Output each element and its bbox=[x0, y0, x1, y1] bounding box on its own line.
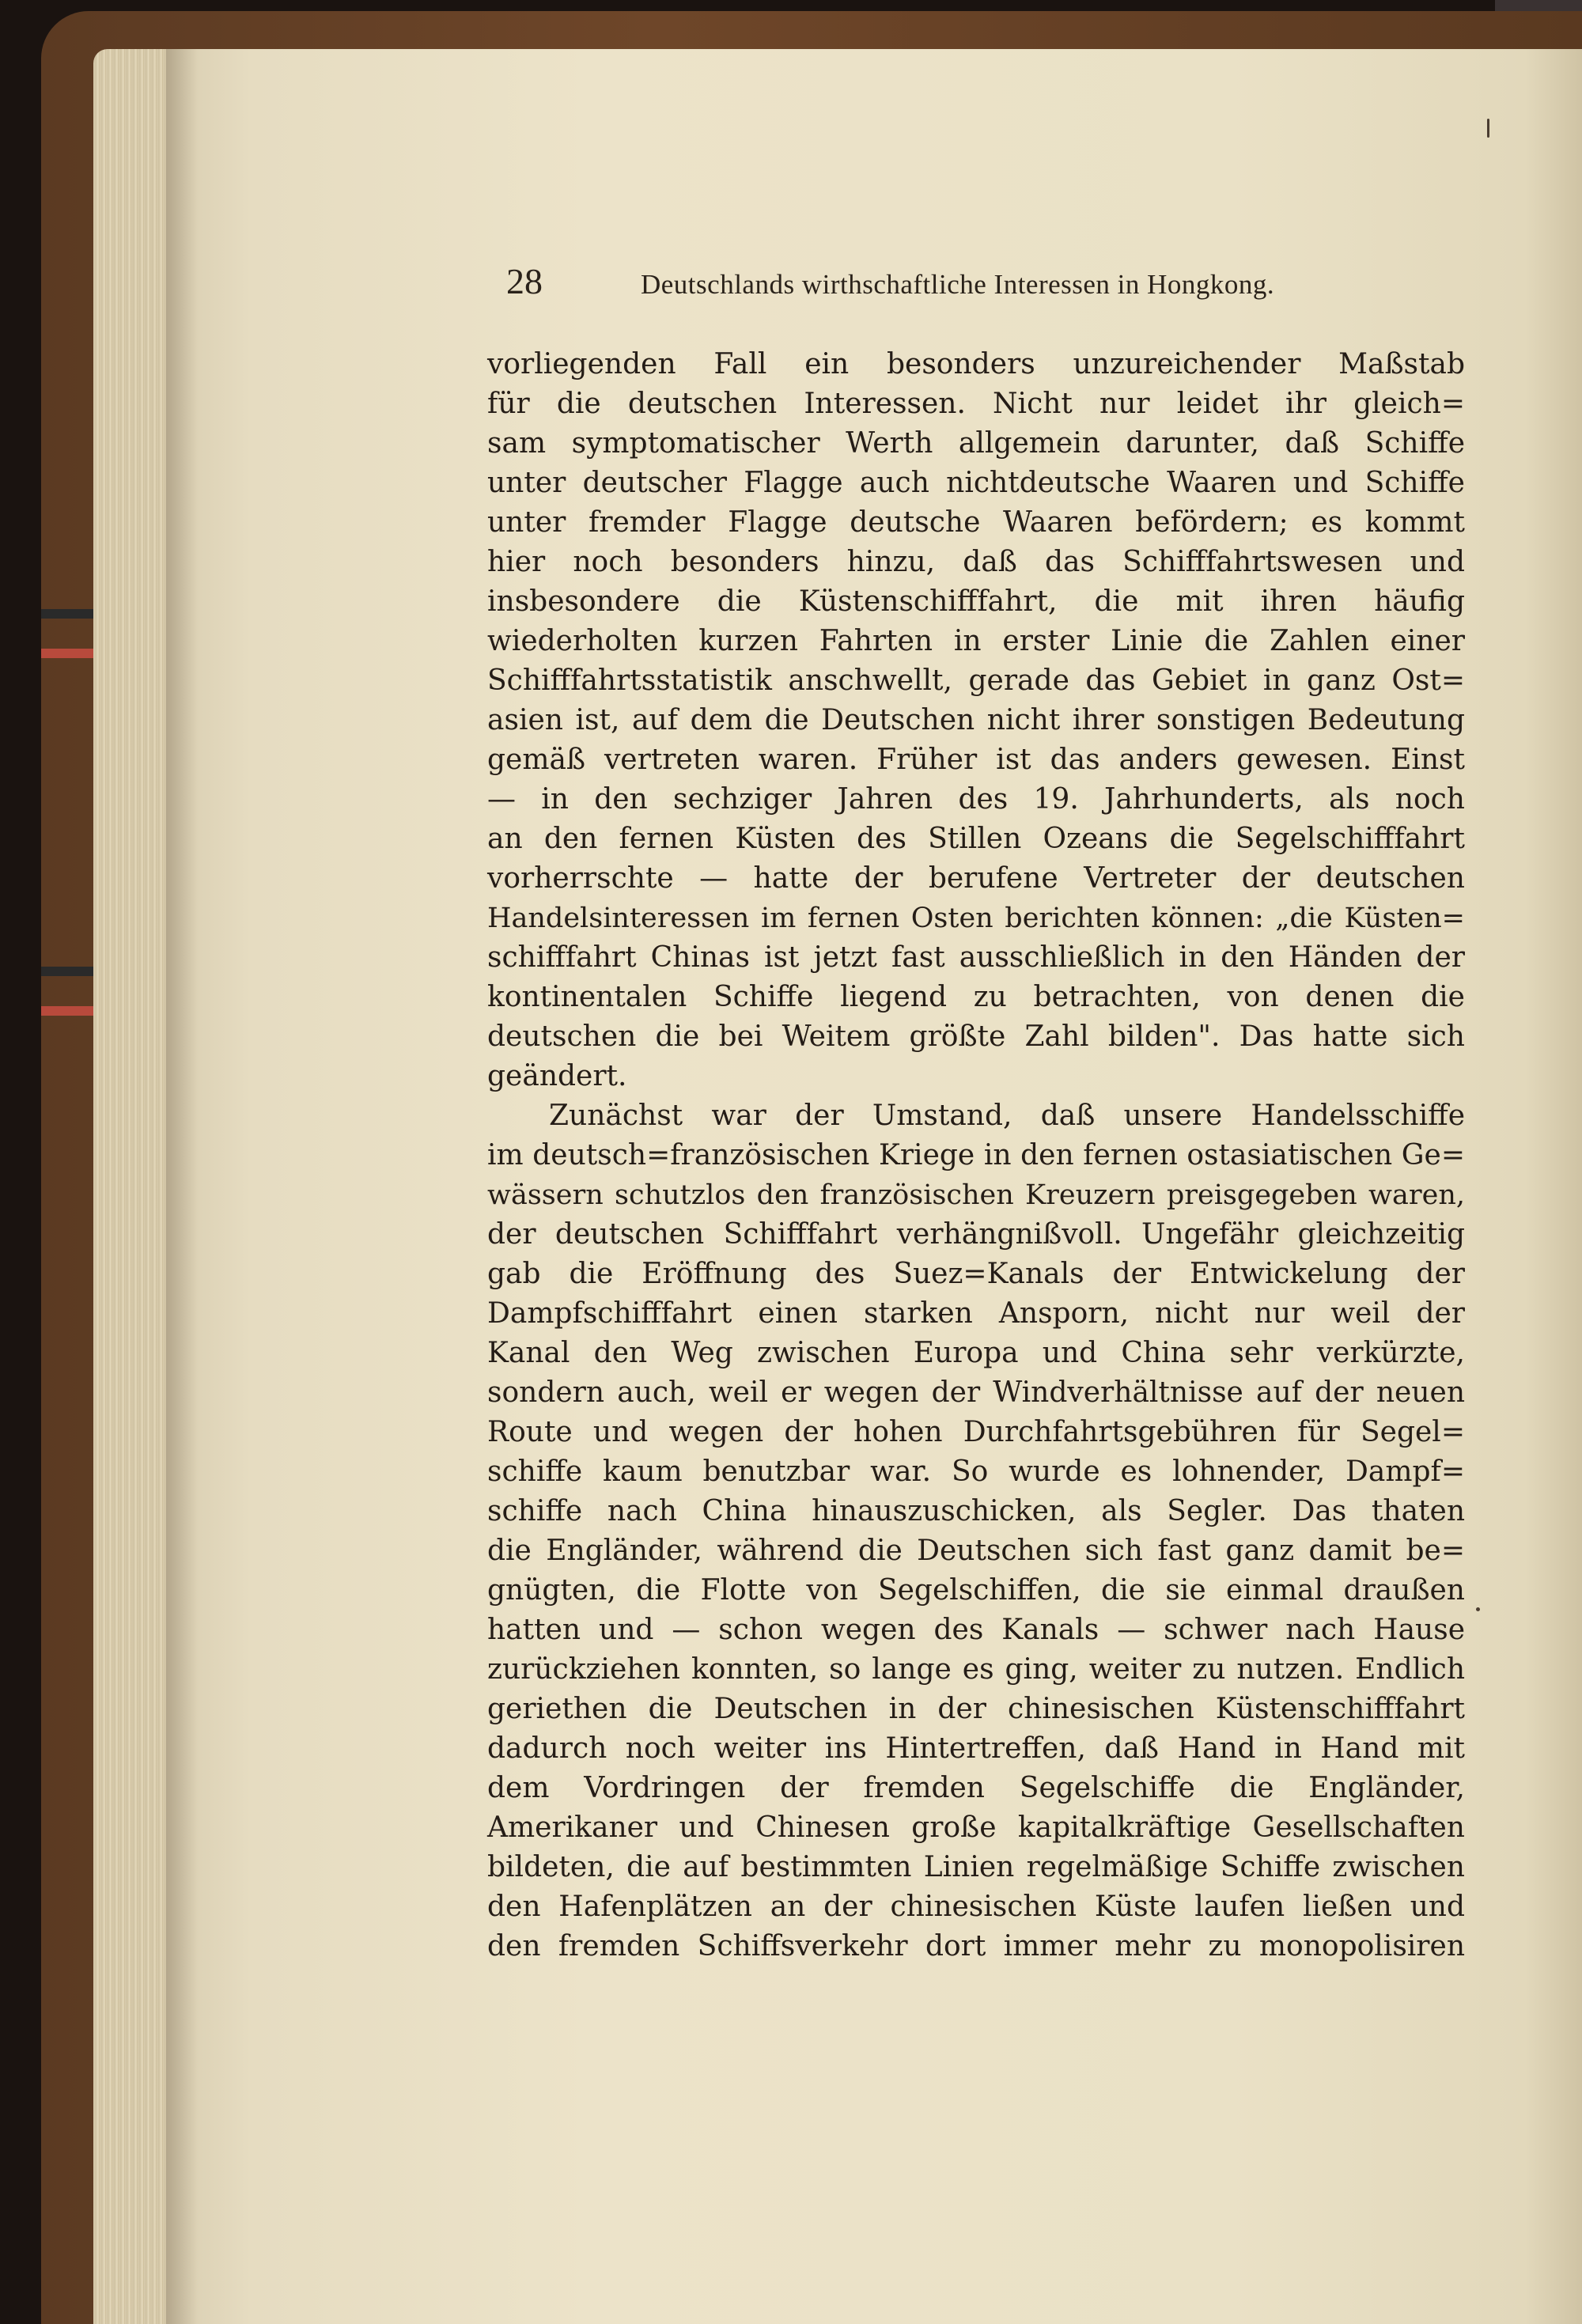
text-line: schifffahrt Chinas ist jetzt fast ausschließlich in den Händen der bbox=[487, 941, 1465, 974]
text-line: kontinentalen Schiffe liegend zu betrachten, von denen die bbox=[487, 981, 1465, 1013]
paper-mark bbox=[1487, 119, 1489, 138]
text-line: Zunächst war der Umstand, daß unsere Handelsschiffe bbox=[549, 1100, 1465, 1132]
text-line: Kanal den Weg zwischen Europa und China sehr verkürzte, bbox=[487, 1337, 1465, 1369]
text-line: vorliegenden Fall ein besonders unzureichender Maßstab bbox=[487, 348, 1465, 380]
text-line: den fremden Schiffsverkehr dort immer mehr zu monopolisiren bbox=[487, 1930, 1465, 1963]
text-line: im deutsch=französischen Kriege in den fernen ostasiatischen Ge= bbox=[487, 1139, 1465, 1171]
text-line: wiederholten kurzen Fahrten in erster Linie die Zahlen einer bbox=[487, 625, 1465, 657]
text-line: dadurch noch weiter ins Hintertreffen, daß Hand in Hand mit bbox=[487, 1732, 1465, 1765]
text-line: gnügten, die Flotte von Segelschiffen, die sie einmal draußen bbox=[487, 1574, 1465, 1607]
text-line: geriethen die Deutschen in der chinesischen Küstenschifffahrt bbox=[487, 1693, 1465, 1725]
text-line: Handelsinteressen im fernen Osten berichten können: „die Küsten= bbox=[487, 903, 1465, 934]
edge-marker-red bbox=[41, 649, 93, 658]
text-line: dem Vordringen der fremden Segelschiffe die Engländer, bbox=[487, 1772, 1465, 1804]
text-line: wässern schutzlos den französischen Kreuzern preisgegeben waren, bbox=[487, 1179, 1465, 1211]
text-line: der deutschen Schifffahrt verhängnißvoll. Ungefähr gleichzeitig bbox=[487, 1218, 1465, 1251]
text-line: hatten und — schon wegen des Kanals — schwer nach Hause bbox=[487, 1614, 1465, 1646]
text-line: gab die Eröffnung des Suez=Kanals der Entwickelung der bbox=[487, 1258, 1465, 1290]
text-line: den Hafenplätzen an der chinesischen Küste laufen ließen und bbox=[487, 1891, 1465, 1923]
text-line: sondern auch, weil er wegen der Windverhältnisse auf der neuen bbox=[487, 1376, 1465, 1409]
edge-marker-dark bbox=[41, 609, 93, 619]
body-text bbox=[487, 345, 1465, 1966]
text-line: — in den sechziger Jahren des 19. Jahrhunderts, als noch bbox=[487, 783, 1465, 816]
text-line: asien ist, auf dem die Deutschen nicht ihrer sonstigen Bedeutung bbox=[487, 704, 1465, 736]
paper-speck bbox=[1476, 1607, 1480, 1611]
text-line: Schifffahrtsstatistik anschwellt, gerade das Gebiet in ganz Ost= bbox=[487, 664, 1465, 697]
text-line: die Engländer, während die Deutschen sich fast ganz damit be= bbox=[487, 1535, 1465, 1567]
text-line: Route und wegen der hohen Durchfahrtsgebühren für Segel= bbox=[487, 1416, 1465, 1448]
text-line: deutschen die bei Weitem größte Zahl bilden". Das hatte sich bbox=[487, 1020, 1465, 1053]
text-line: sam symptomatischer Werth allgemein darunter, daß Schiffe bbox=[487, 427, 1465, 460]
text-line: unter fremder Flagge deutsche Waaren befördern; es kommt bbox=[487, 506, 1465, 539]
text-line: zurückziehen konnten, so lange es ging, weiter zu nutzen. Endlich bbox=[487, 1653, 1465, 1686]
text-line: insbesondere die Küstenschifffahrt, die mit ihren häufig bbox=[487, 585, 1465, 618]
edge-marker-red bbox=[41, 1006, 93, 1016]
text-line: unter deutscher Flagge auch nichtdeutsche Waaren und Schiffe bbox=[487, 467, 1465, 499]
text-line: bildeten, die auf bestimmten Linien regelmäßige Schiffe zwischen bbox=[487, 1851, 1465, 1883]
text-line: schiffe nach China hinauszuschicken, als Segler. Das thaten bbox=[487, 1495, 1465, 1527]
running-title: Deutschlands wirthschaftliche Interessen in Hongkong. bbox=[641, 269, 1275, 300]
text-line: für die deutschen Interessen. Nicht nur leidet ihr gleich= bbox=[487, 388, 1465, 420]
page-header bbox=[506, 259, 1345, 304]
gutter-shadow bbox=[166, 49, 198, 2324]
text-line: Dampfschifffahrt einen starken Ansporn, nicht nur weil der bbox=[487, 1297, 1465, 1330]
text-line: an den fernen Küsten des Stillen Ozeans die Segelschifffahrt bbox=[487, 823, 1465, 855]
text-line: Amerikaner und Chinesen große kapitalkräftige Gesellschaften bbox=[487, 1811, 1465, 1844]
text-line: vorherrschte — hatte der berufene Vertreter der deutschen bbox=[487, 862, 1465, 895]
text-line: gemäß vertreten waren. Früher ist das anders gewesen. Einst bbox=[487, 744, 1465, 776]
edge-marker-dark bbox=[41, 967, 93, 976]
text-line: geändert. bbox=[487, 1060, 627, 1092]
text-line: hier noch besonders hinzu, daß das Schifffahrtswesen und bbox=[487, 546, 1465, 578]
text-line: schiffe kaum benutzbar war. So wurde es lohnender, Dampf= bbox=[487, 1455, 1465, 1488]
page-number: 28 bbox=[506, 261, 543, 301]
